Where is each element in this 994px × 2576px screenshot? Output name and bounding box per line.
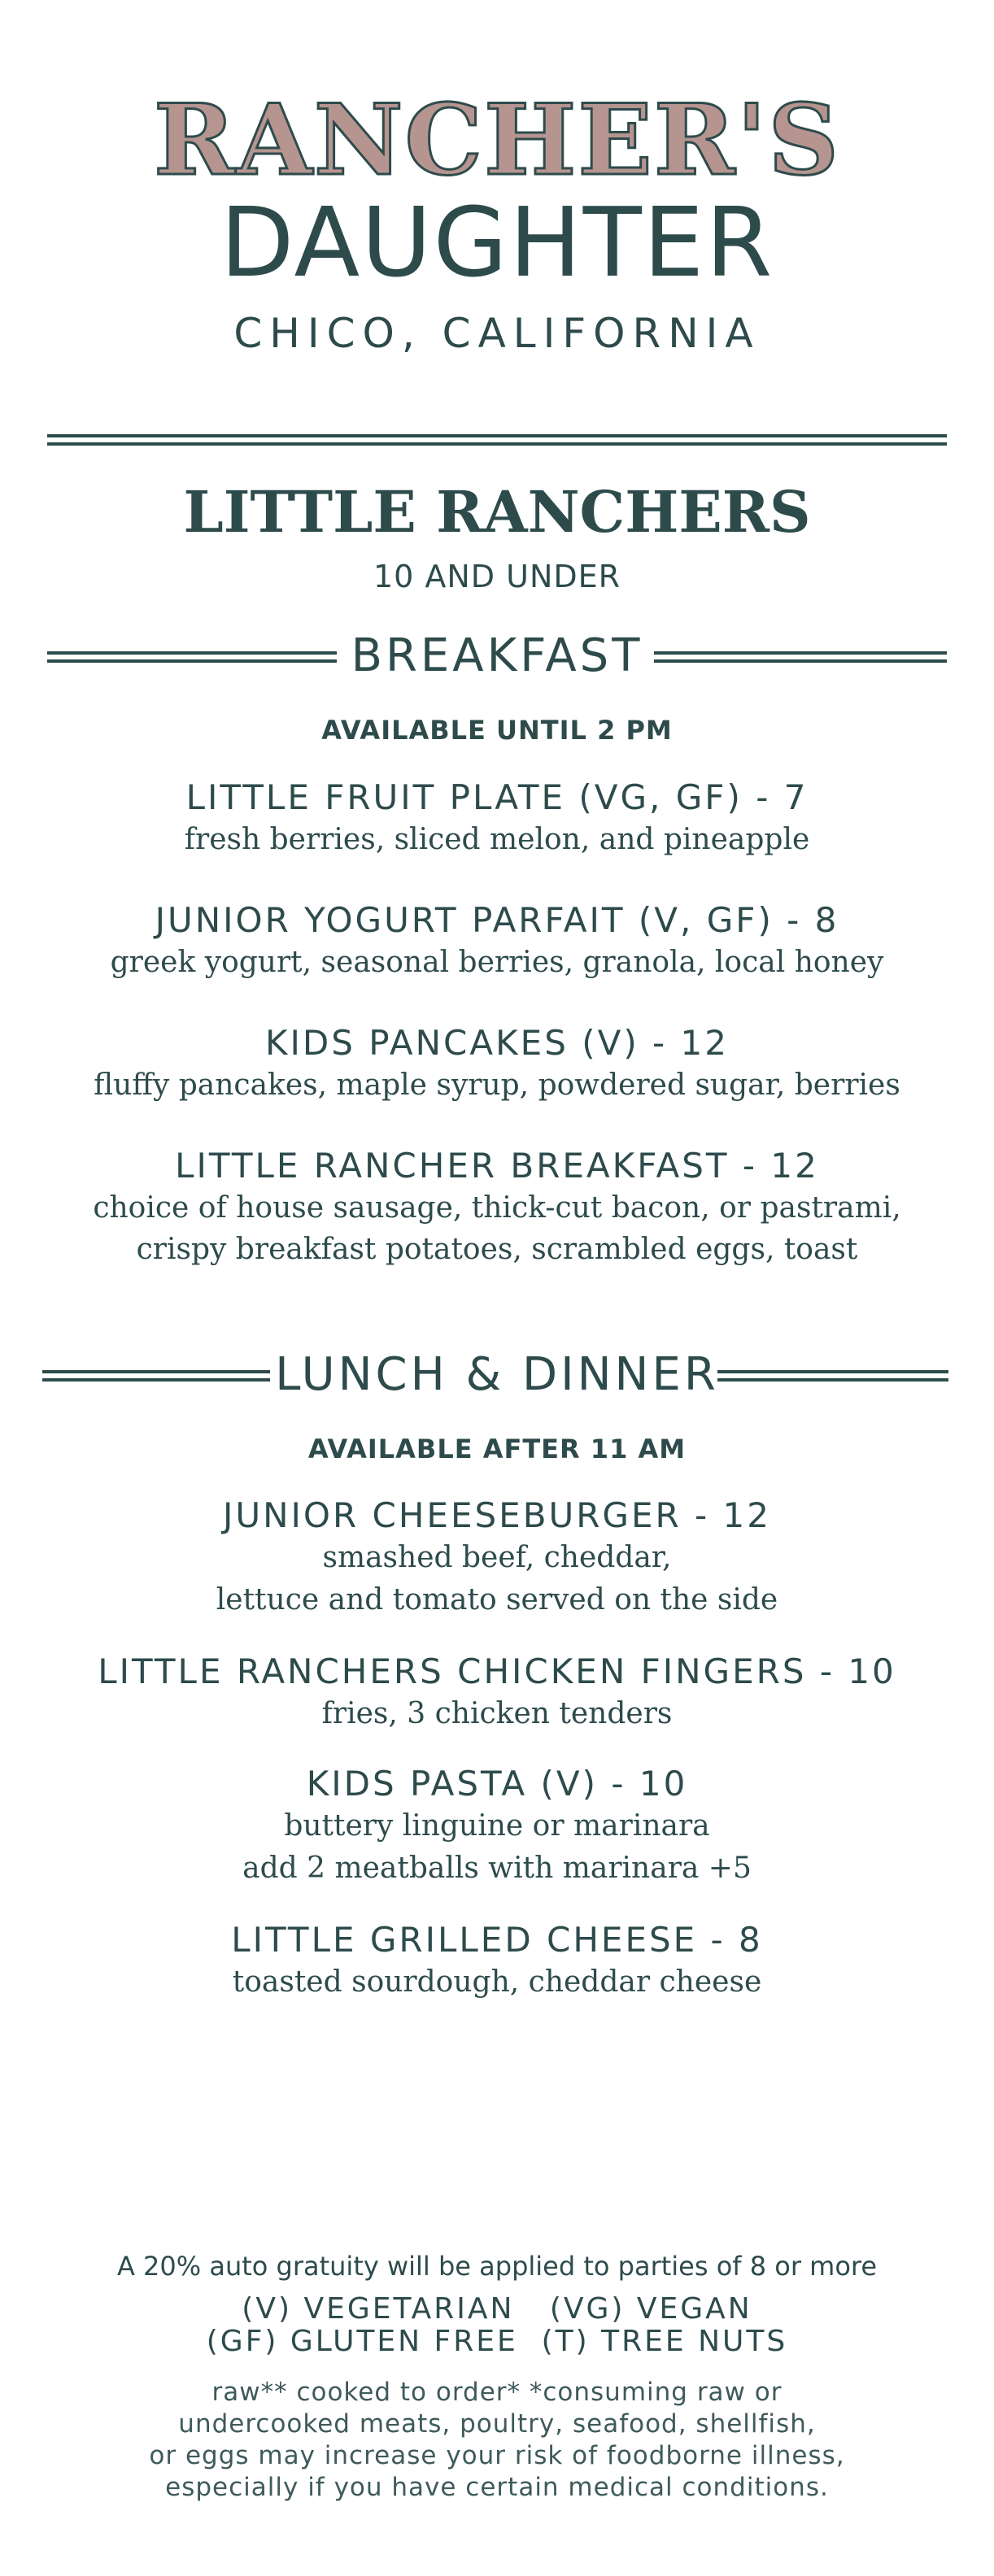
menu-item-desc: lettuce and tomato served on the side xyxy=(216,1583,778,1617)
menu-item-desc: choice of house sausage, thick-cut bacon, or pastrami, xyxy=(93,1191,901,1225)
menu-item-name: JUNIOR YOGURT PARFAIT (V, GF) - 8 xyxy=(155,900,839,940)
section-title: LITTLE RANCHERS xyxy=(183,478,811,546)
menu-item-name: LITTLE RANCHER BREAKFAST - 12 xyxy=(175,1146,819,1186)
menu-item-desc: toasted sourdough, cheddar cheese xyxy=(232,1965,762,1999)
menu-item-desc: crispy breakfast potatoes, scrambled eggs, toast xyxy=(136,1233,858,1266)
lunch-dinner-heading-row xyxy=(0,1347,994,1403)
menu-item-desc: fries, 3 chicken tenders xyxy=(321,1697,673,1730)
dietary-legend: (V) VEGETARIAN (VG) VEGAN xyxy=(242,2292,752,2326)
menu-item-name: JUNIOR CHEESEBURGER - 12 xyxy=(222,1495,771,1535)
menu-item-name: LITTLE RANCHERS CHICKEN FINGERS - 10 xyxy=(98,1651,896,1691)
menu-item-desc: greek yogurt, seasonal berries, granola, local honey xyxy=(110,946,884,979)
dietary-legend: (GF) GLUTEN FREE (T) TREE NUTS xyxy=(206,2325,788,2358)
health-warning: especially if you have certain medical conditions. xyxy=(165,2473,829,2502)
gratuity-note: A 20% auto gratuity will be applied to parties of 8 or more xyxy=(116,2251,878,2282)
lunch-dinner-heading: LUNCH & DINNER xyxy=(275,1348,719,1401)
breakfast-heading: BREAKFAST xyxy=(351,629,643,682)
menu-item-desc: smashed beef, cheddar, xyxy=(322,1541,672,1574)
menu-item-desc: buttery linguine or marinara xyxy=(284,1809,710,1843)
menu-item-name: KIDS PASTA (V) - 10 xyxy=(306,1764,688,1804)
heading-rule-right xyxy=(717,1370,948,1382)
menu-item-desc: fresh berries, sliced melon, and pineapple xyxy=(184,823,810,856)
brand-logo-bottom: DAUGHTER xyxy=(220,186,774,298)
health-warning: or eggs may increase your risk of foodborne illness, xyxy=(149,2441,845,2470)
brand-location: CHICO, CALIFORNIA xyxy=(233,310,761,357)
breakfast-heading-row xyxy=(0,628,994,685)
menu-item-desc: add 2 meatballs with marinara +5 xyxy=(242,1852,752,1885)
menu-item-desc: fluffy pancakes, maple syrup, powdered sugar, berries xyxy=(94,1068,900,1102)
menu-item-name: KIDS PANCAKES (V) - 12 xyxy=(264,1023,730,1063)
health-warning: raw** cooked to order* *consuming raw or xyxy=(211,2378,783,2407)
section-subtitle: 10 AND UNDER xyxy=(373,559,621,594)
breakfast-availability: AVAILABLE UNTIL 2 PM xyxy=(321,715,673,746)
menu-item-name: LITTLE FRUIT PLATE (VG, GF) - 7 xyxy=(185,777,809,817)
lunch-dinner-availability: AVAILABLE AFTER 11 AM xyxy=(307,1434,687,1464)
brand-logo-top: RANCHER'S xyxy=(154,83,840,198)
heading-rule-right xyxy=(654,651,947,663)
header-divider xyxy=(47,434,947,446)
menu-item-name: LITTLE GRILLED CHEESE - 8 xyxy=(231,1920,763,1960)
health-warning: undercooked meats, poultry, seafood, shellfish, xyxy=(178,2409,816,2439)
